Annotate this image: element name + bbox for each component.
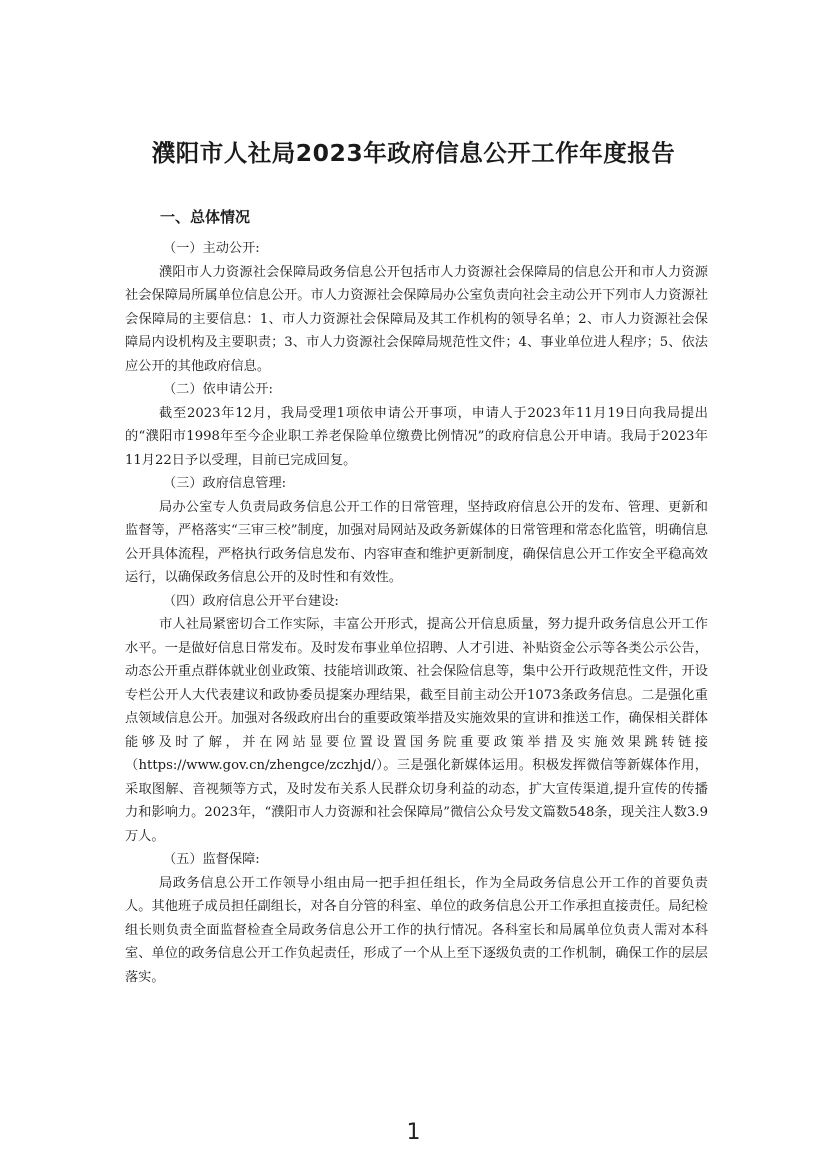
subsection-heading-platform-construction: （四）政府信息公开平台建设: bbox=[163, 593, 339, 609]
paragraph-supervision: 局政务信息公开工作领导小组由局一把手担任组长，作为全局政务信息公开工作的首要负责人。其他班子成员担任副组长，对各自分管的科室、单位的政务信息公开工作承担直接责任。局纪检组长则负责全面监督检查全局政务信息公开工作的执行情况。各科室长和局属单位负责人需对本科室、单位的政务信息公开工作负起责任，形成了一个从上至下逐级负责的工作机制，确保工作的层层落实。 bbox=[125, 875, 708, 985]
subsection-heading-proactive-disclosure: （一）主动公开: bbox=[163, 241, 260, 256]
subsection-heading-disclosure-on-request: （二）依申请公开: bbox=[163, 382, 273, 397]
document-body bbox=[125, 237, 708, 989]
subsection-heading-information-management: （三）政府信息管理: bbox=[163, 476, 287, 491]
paragraph-information-management: 局办公室专人负责局政务信息公开工作的日常管理，坚持政府信息公开的发布、管理、更新和监督等，严格落实“三审三校”制度，加强对局网站及政务新媒体的日常管理和常态化监管，明确信息公开具体流程，严格执行政务信息发布、内容审查和维护更新制度，确保信息公开工作安全平稳高效运行，以确保政务信息公开的及时性和有效性。 bbox=[125, 499, 708, 585]
document-title: 濮阳市人社局2023年政府信息公开工作年度报告 bbox=[151, 139, 676, 167]
subsection-heading-supervision: （五）监督保障: bbox=[163, 852, 260, 867]
paragraph-proactive-disclosure: 濮阳市人力资源社会保障局政务信息公开包括市人力资源社会保障局的信息公开和市人力资源社会保障局所属单位信息公开。市人力资源社会保障局办公室负责向社会主动公开下列市人力资源社会保障局的主要信息：1、市人力资源社会保障局及其工作机构的领导名单；2、市人力资源社会保障局内设机构及主要职责；3、市人力资源社会保障局规范性文件；4、事业单位进人程序；5、依法应公开的其他政府信息。 bbox=[125, 264, 708, 374]
section-heading-overview: 一、总体情况 bbox=[160, 208, 251, 226]
paragraph-disclosure-on-request: 截至2023年12月，我局受理1项依申请公开事项，申请人于2023年11月19日向我局提出的“濮阳市1998年至今企业职工养老保险单位缴费比例情况”的政府信息公开申请。我局于2023年11月22日予以受理，目前已完成回复。 bbox=[125, 405, 708, 468]
paragraph-platform-construction: 市人社局紧密切合工作实际，丰富公开形式，提高公开信息质量，努力提升政务信息公开工作水平。一是做好信息日常发布。及时发布事业单位招聘、人才引进、补贴资金公示等各类公示公告，动态公开重点群体就业创业政策、技能培训政策、社会保险信息等，集中公开行政规范性文件，开设专栏公开人大代表建议和政协委员提案办理结果，截至目前主动公开1073条政务信息。二是强化重点领域信息公开。加强对各级政府出台的重要政策举措及实施效果的宣讲和推送工作，确保相关群体能够及时了解，并在网站显要位置设置国务院重要政策举措及实施效果跳转链接（https://www.gov.cn/zhengce/zczhjd/）。三是强化新媒体运用。积极发挥微信等新媒体作用，采取图解、音视频等方式，及时发布关系人民群众切身利益的动态，扩大宣传渠道,提升宣传的传播力和影响力。2023年，“濮阳市人力资源和社会保障局”微信公众号发文篇数548条，现关注人数3.9万人。 bbox=[125, 617, 708, 844]
page-number: 1 bbox=[406, 1120, 421, 1145]
